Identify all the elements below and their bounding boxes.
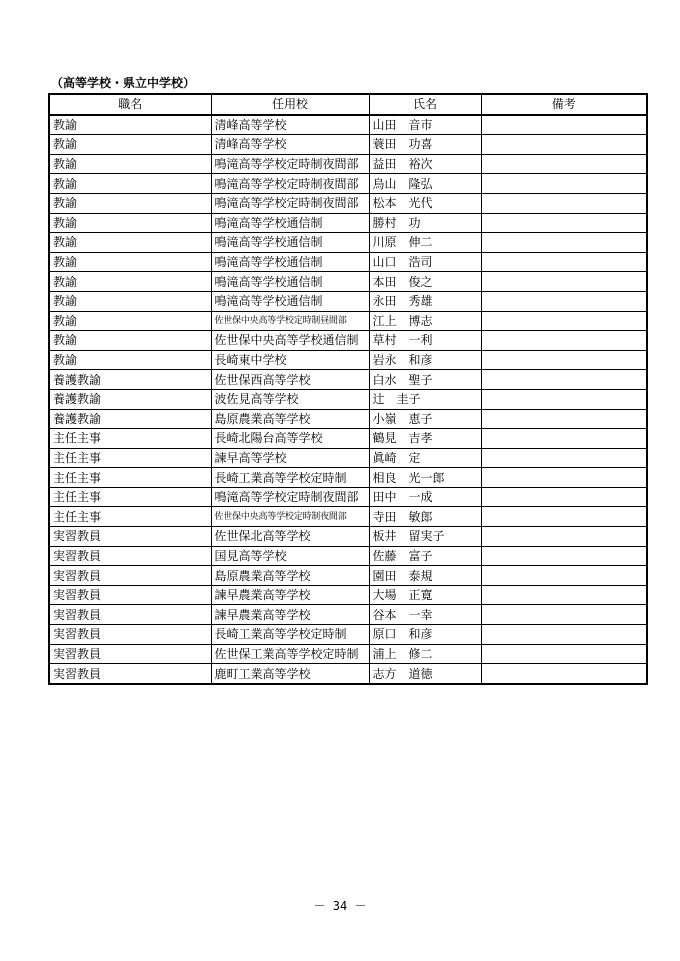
table-row xyxy=(49,389,647,409)
table-row xyxy=(49,115,647,135)
remarks-cell xyxy=(481,605,647,625)
position-cell: 教諭 xyxy=(49,331,211,351)
remarks-cell xyxy=(481,389,647,409)
school-cell: 諫早農業高等学校 xyxy=(211,605,369,625)
position-cell: 教諭 xyxy=(49,115,211,135)
remarks-cell xyxy=(481,154,647,174)
table-row xyxy=(49,193,647,213)
position-cell: 実習教員 xyxy=(49,605,211,625)
name-cell: 佐藤 富子 xyxy=(369,546,481,566)
table-row xyxy=(49,585,647,605)
table-row xyxy=(49,272,647,292)
table-row xyxy=(49,291,647,311)
remarks-cell xyxy=(481,546,647,566)
school-cell: 鳴滝高等学校通信制 xyxy=(211,252,369,272)
position-cell: 教諭 xyxy=(49,252,211,272)
name-cell: 江上 博志 xyxy=(369,311,481,331)
page-number: － 34 － xyxy=(313,899,367,913)
position-cell: 主任主事 xyxy=(49,468,211,488)
position-cell: 実習教員 xyxy=(49,664,211,684)
position-cell: 教諭 xyxy=(49,233,211,253)
remarks-cell xyxy=(481,272,647,292)
position-cell: 教諭 xyxy=(49,213,211,233)
school-cell: 佐世保工業高等学校定時制 xyxy=(211,644,369,664)
remarks-cell xyxy=(481,409,647,429)
position-cell: 主任主事 xyxy=(49,429,211,449)
school-cell: 鳴滝高等学校定時制夜間部 xyxy=(211,193,369,213)
name-cell: 辻 圭子 xyxy=(369,389,481,409)
remarks-cell xyxy=(481,174,647,194)
table-row xyxy=(49,311,647,331)
position-cell: 主任主事 xyxy=(49,448,211,468)
name-cell: 谷本 一幸 xyxy=(369,605,481,625)
school-cell: 佐世保中央高等学校通信制 xyxy=(211,331,369,351)
school-cell: 佐世保中央高等学校定時制夜間部 xyxy=(211,507,369,527)
name-cell: 園田 泰規 xyxy=(369,566,481,586)
school-cell: 佐世保北高等学校 xyxy=(211,527,369,547)
school-cell: 鳴滝高等学校通信制 xyxy=(211,213,369,233)
table-row xyxy=(49,331,647,351)
remarks-cell xyxy=(481,233,647,253)
remarks-cell xyxy=(481,644,647,664)
header-position: 職名 xyxy=(49,94,211,115)
table-row xyxy=(49,487,647,507)
school-cell: 鳴滝高等学校通信制 xyxy=(211,272,369,292)
school-cell: 諫早農業高等学校 xyxy=(211,585,369,605)
remarks-cell xyxy=(481,664,647,684)
remarks-cell xyxy=(481,350,647,370)
position-cell: 教諭 xyxy=(49,154,211,174)
position-cell: 養護教諭 xyxy=(49,370,211,390)
school-cell: 長崎東中学校 xyxy=(211,350,369,370)
school-cell: 佐世保西高等学校 xyxy=(211,370,369,390)
name-cell: 永田 秀雄 xyxy=(369,291,481,311)
school-cell: 長崎工業高等学校定時制 xyxy=(211,468,369,488)
remarks-cell xyxy=(481,193,647,213)
name-cell: 鶴見 吉孝 xyxy=(369,429,481,449)
school-cell: 佐世保中央高等学校定時制昼間部 xyxy=(211,311,369,331)
name-cell: 蓑田 功喜 xyxy=(369,135,481,155)
remarks-cell xyxy=(481,448,647,468)
school-cell: 鳴滝高等学校定時制夜間部 xyxy=(211,154,369,174)
school-cell: 諫早高等学校 xyxy=(211,448,369,468)
position-cell: 教諭 xyxy=(49,135,211,155)
name-cell: 浦上 修二 xyxy=(369,644,481,664)
school-cell: 国見高等学校 xyxy=(211,546,369,566)
remarks-cell xyxy=(481,429,647,449)
table-row xyxy=(49,174,647,194)
table-row xyxy=(49,252,647,272)
appointment-table xyxy=(48,93,648,685)
section-heading: （高等学校・県立中学校） xyxy=(51,76,196,90)
table-row xyxy=(49,448,647,468)
table-row xyxy=(49,135,647,155)
header-remarks: 備考 xyxy=(481,94,647,115)
position-cell: 実習教員 xyxy=(49,644,211,664)
table-row xyxy=(49,370,647,390)
name-cell: 山田 音市 xyxy=(369,115,481,135)
name-cell: 白水 聖子 xyxy=(369,370,481,390)
school-cell: 鹿町工業高等学校 xyxy=(211,664,369,684)
remarks-cell xyxy=(481,115,647,135)
table-row xyxy=(49,409,647,429)
name-cell: 大場 正寛 xyxy=(369,585,481,605)
position-cell: 教諭 xyxy=(49,193,211,213)
name-cell: 山口 浩司 xyxy=(369,252,481,272)
remarks-cell xyxy=(481,370,647,390)
name-cell: 志方 道徳 xyxy=(369,664,481,684)
school-cell: 島原農業高等学校 xyxy=(211,409,369,429)
remarks-cell xyxy=(481,625,647,645)
position-cell: 養護教諭 xyxy=(49,409,211,429)
table-row xyxy=(49,429,647,449)
school-cell: 鳴滝高等学校通信制 xyxy=(211,233,369,253)
remarks-cell xyxy=(481,331,647,351)
remarks-cell xyxy=(481,507,647,527)
name-cell: 板井 留実子 xyxy=(369,527,481,547)
name-cell: 益田 裕次 xyxy=(369,154,481,174)
remarks-cell xyxy=(481,311,647,331)
table-row xyxy=(49,350,647,370)
school-cell: 清峰高等学校 xyxy=(211,115,369,135)
name-cell: 原口 和彦 xyxy=(369,625,481,645)
table-row xyxy=(49,213,647,233)
table-row xyxy=(49,468,647,488)
table-row xyxy=(49,566,647,586)
name-cell: 勝村 功 xyxy=(369,213,481,233)
table-row xyxy=(49,644,647,664)
position-cell: 実習教員 xyxy=(49,625,211,645)
table-row xyxy=(49,625,647,645)
table-body xyxy=(49,115,647,684)
name-cell: 小嶺 恵子 xyxy=(369,409,481,429)
position-cell: 実習教員 xyxy=(49,566,211,586)
position-cell: 教諭 xyxy=(49,272,211,292)
school-cell: 長崎工業高等学校定時制 xyxy=(211,625,369,645)
school-cell: 鳴滝高等学校定時制夜間部 xyxy=(211,487,369,507)
remarks-cell xyxy=(481,291,647,311)
school-cell: 鳴滝高等学校通信制 xyxy=(211,291,369,311)
position-cell: 実習教員 xyxy=(49,585,211,605)
remarks-cell xyxy=(481,585,647,605)
position-cell: 実習教員 xyxy=(49,527,211,547)
position-cell: 主任主事 xyxy=(49,507,211,527)
table-row xyxy=(49,527,647,547)
school-cell: 島原農業高等学校 xyxy=(211,566,369,586)
name-cell: 本田 俊之 xyxy=(369,272,481,292)
table-header-row xyxy=(49,94,647,115)
table-row xyxy=(49,664,647,684)
school-cell: 長崎北陽台高等学校 xyxy=(211,429,369,449)
name-cell: 寺田 敏郎 xyxy=(369,507,481,527)
school-cell: 鳴滝高等学校定時制夜間部 xyxy=(211,174,369,194)
table-row xyxy=(49,233,647,253)
name-cell: 岩永 和彦 xyxy=(369,350,481,370)
remarks-cell xyxy=(481,527,647,547)
table-row xyxy=(49,605,647,625)
remarks-cell xyxy=(481,487,647,507)
table-row xyxy=(49,154,647,174)
position-cell: 主任主事 xyxy=(49,487,211,507)
remarks-cell xyxy=(481,468,647,488)
remarks-cell xyxy=(481,213,647,233)
name-cell: 松本 光代 xyxy=(369,193,481,213)
name-cell: 烏山 隆弘 xyxy=(369,174,481,194)
header-school: 任用校 xyxy=(211,94,369,115)
remarks-cell xyxy=(481,566,647,586)
position-cell: 養護教諭 xyxy=(49,389,211,409)
name-cell: 草村 一利 xyxy=(369,331,481,351)
position-cell: 実習教員 xyxy=(49,546,211,566)
name-cell: 川原 伸二 xyxy=(369,233,481,253)
remarks-cell xyxy=(481,252,647,272)
table-row xyxy=(49,507,647,527)
name-cell: 田中 一成 xyxy=(369,487,481,507)
school-cell: 清峰高等学校 xyxy=(211,135,369,155)
remarks-cell xyxy=(481,135,647,155)
school-cell: 波佐見高等学校 xyxy=(211,389,369,409)
position-cell: 教諭 xyxy=(49,311,211,331)
table-row xyxy=(49,546,647,566)
name-cell: 相良 光一郎 xyxy=(369,468,481,488)
name-cell: 眞崎 定 xyxy=(369,448,481,468)
header-name: 氏名 xyxy=(369,94,481,115)
position-cell: 教諭 xyxy=(49,350,211,370)
position-cell: 教諭 xyxy=(49,174,211,194)
position-cell: 教諭 xyxy=(49,291,211,311)
